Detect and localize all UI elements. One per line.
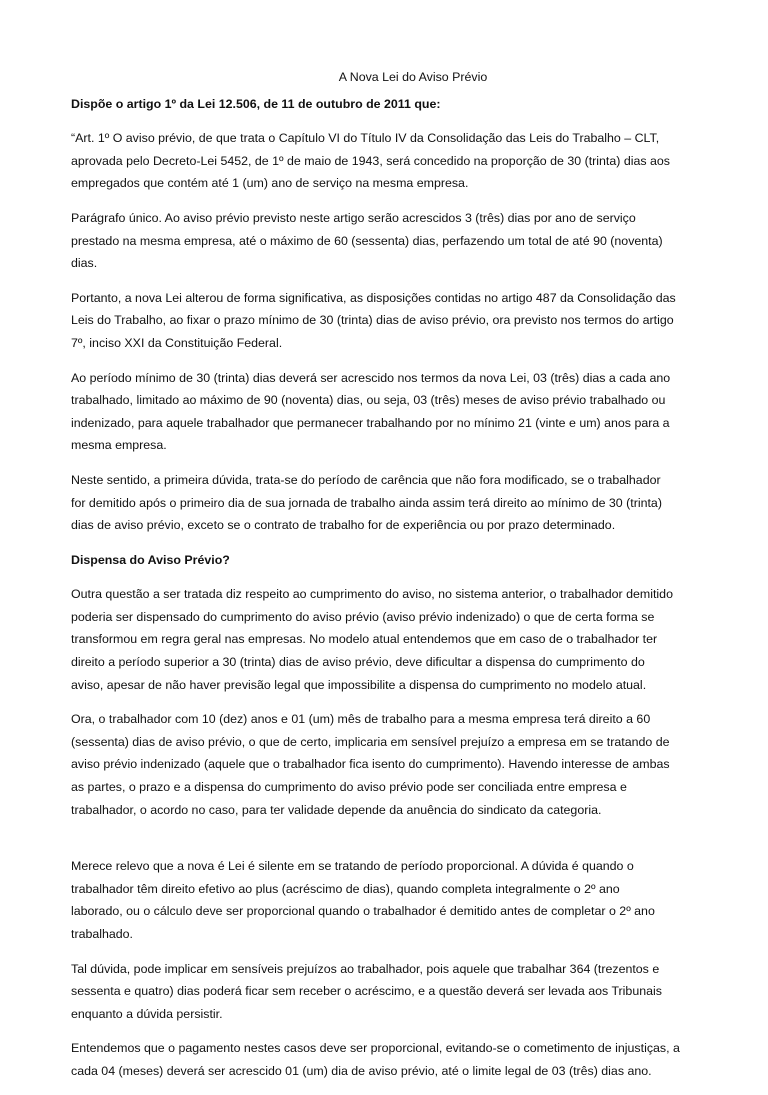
text-line: dias de aviso prévio, exceto se o contrato de trabalho for de experiência ou por prazo determinado. xyxy=(71,518,616,533)
text-line: Leis do Trabalho, ao fixar o prazo mínimo de 30 (trinta) dias de aviso prévio, ora previsto nos termos do artigo xyxy=(71,313,674,328)
text-line: dias. xyxy=(71,256,98,271)
text-line: empregados que contém até 1 (um) ano de serviço na mesma empresa. xyxy=(71,176,469,191)
document-body xyxy=(71,66,711,1095)
document-subtitle: Dispõe o artigo 1º da Lei 12.506, de 11 de outubro de 2011 que: xyxy=(71,96,441,111)
text-line: 7º, inciso XXI da Constituição Federal. xyxy=(71,335,283,350)
paragraph-neste-sentido xyxy=(71,469,711,537)
text-line: indenizado, para aquele trabalhador que permanecer trabalhando por no mínimo 21 (vinte e um) anos para a xyxy=(71,415,670,430)
text-line: Entendemos que o pagamento nestes casos deve ser proporcional, evitando-se o cometimento de injustiças, a xyxy=(71,1041,680,1056)
text-line: Outra questão a ser tratada diz respeito ao cumprimento do aviso, no sistema anterior, o trabalhador demitido xyxy=(71,587,673,602)
text-line: Portanto, a nova Lei alterou de forma significativa, as disposições contidas no artigo 487 da Consolidação das xyxy=(71,290,676,305)
text-line: prestado na mesma empresa, até o máximo de 60 (sessenta) dias, perfazendo um total de até 90 (noventa) xyxy=(71,233,663,248)
text-line: Neste sentido, a primeira dúvida, trata-se do período de carência que não fora modificado, se o trabalhador xyxy=(71,472,661,487)
text-line: sessenta e quatro) dias poderá ficar sem receber o acréscimo, e a questão deverá ser levada aos Tribunais xyxy=(71,984,662,999)
text-line: for demitido após o primeiro dia de sua jornada de trabalho ainda assim terá direito ao mínimo de 30 (trinta) xyxy=(71,495,662,510)
text-line: trabalhador têm direito efetivo ao plus (acréscimo de dias), quando completa integralmente o 2º ano xyxy=(71,881,620,896)
text-line: Tal dúvida, pode implicar em sensíveis prejuízos ao trabalhador, pois aquele que trabalhar 364 (trezentos e xyxy=(71,961,660,976)
paragraph-unico xyxy=(71,207,711,275)
paragraph-tal-duvida xyxy=(71,958,711,1026)
text-line: poderia ser dispensado do cumprimento do aviso prévio (aviso prévio indenizado) o que de certa forma se xyxy=(71,609,655,624)
text-line: laborado, ou o cálculo deve ser proporcional quando o trabalhador é demitido antes de completar o 2º ano xyxy=(71,904,655,919)
text-line: aviso, apesar de não haver previsão legal que impossibilite a dispensa do cumprimento no modelo atual. xyxy=(71,677,647,692)
text-line: “Art. 1º O aviso prévio, de que trata o Capítulo VI do Título IV da Consolidação das Leis do Trabalho – CLT, xyxy=(71,131,660,146)
text-line: aprovada pelo Decreto-Lei 5452, de 1º de maio de 1943, será concedido na proporção de 30 (trinta) dias aos xyxy=(71,153,670,168)
paragraph-merece-relevo xyxy=(71,855,711,945)
text-line: Merece relevo que a nova é Lei é silente em se tratando de período proporcional. A dúvida é quando o xyxy=(71,859,634,874)
text-line: enquanto a dúvida persistir. xyxy=(71,1006,223,1021)
section-1 xyxy=(71,127,711,537)
text-line: transformou em regra geral nas empresas. No modelo atual entendemos que em caso de o trabalhador ter xyxy=(71,632,658,647)
paragraph-art-1 xyxy=(71,127,711,195)
text-line: Ao período mínimo de 30 (trinta) dias deverá ser acrescido nos termos da nova Lei, 03 (três) dias a cada ano xyxy=(71,370,671,385)
section-heading: Dispensa do Aviso Prévio? xyxy=(71,552,230,567)
text-line: as partes, o prazo e a dispensa do cumprimento do aviso prévio pode ser conciliada entre empresa e xyxy=(71,780,627,795)
text-line: trabalhador, o acordo no caso, para ter validade depende da anuência do sindicato da categoria. xyxy=(71,802,602,817)
paragraph-outra-questao xyxy=(71,583,711,696)
section-3 xyxy=(71,855,711,1082)
text-line: (sessenta) dias de aviso prévio, o que de certo, implicaria em sensível prejuízo a empresa em se tratando de xyxy=(71,734,670,749)
text-line: direito a período superior a 30 (trinta) dias de aviso prévio, deve dificultar a dispensa do cumprimento do xyxy=(71,655,645,670)
paragraph-portanto xyxy=(71,287,711,355)
paragraph-entendemos xyxy=(71,1037,711,1082)
section-2 xyxy=(71,583,711,821)
text-line: cada 04 (meses) deverá ser acrescido 01 (um) dia de aviso prévio, até o limite legal de 03 (três) dias ano. xyxy=(71,1063,652,1078)
text-line: Parágrafo único. Ao aviso prévio previsto neste artigo serão acrescidos 3 (três) dias por ano de serviço xyxy=(71,210,636,225)
paragraph-periodo-minimo xyxy=(71,367,711,457)
text-line: aviso prévio indenizado (aquele que o trabalhador fica isento do cumprimento). Havendo interesse de ambas xyxy=(71,757,670,772)
paragraph-ora xyxy=(71,708,711,821)
text-line: Ora, o trabalhador com 10 (dez) anos e 01 (um) mês de trabalho para a mesma empresa terá direito a 60 xyxy=(71,712,651,727)
text-line: trabalhado. xyxy=(71,927,134,941)
text-line: mesma empresa. xyxy=(71,438,167,453)
blank-line xyxy=(71,833,711,855)
text-line: trabalhado, limitado ao máximo de 90 (noventa) dias, ou seja, 03 (três) meses de aviso prévio trabalhado ou xyxy=(71,393,666,408)
document-title: A Nova Lei do Aviso Prévio xyxy=(338,70,488,84)
